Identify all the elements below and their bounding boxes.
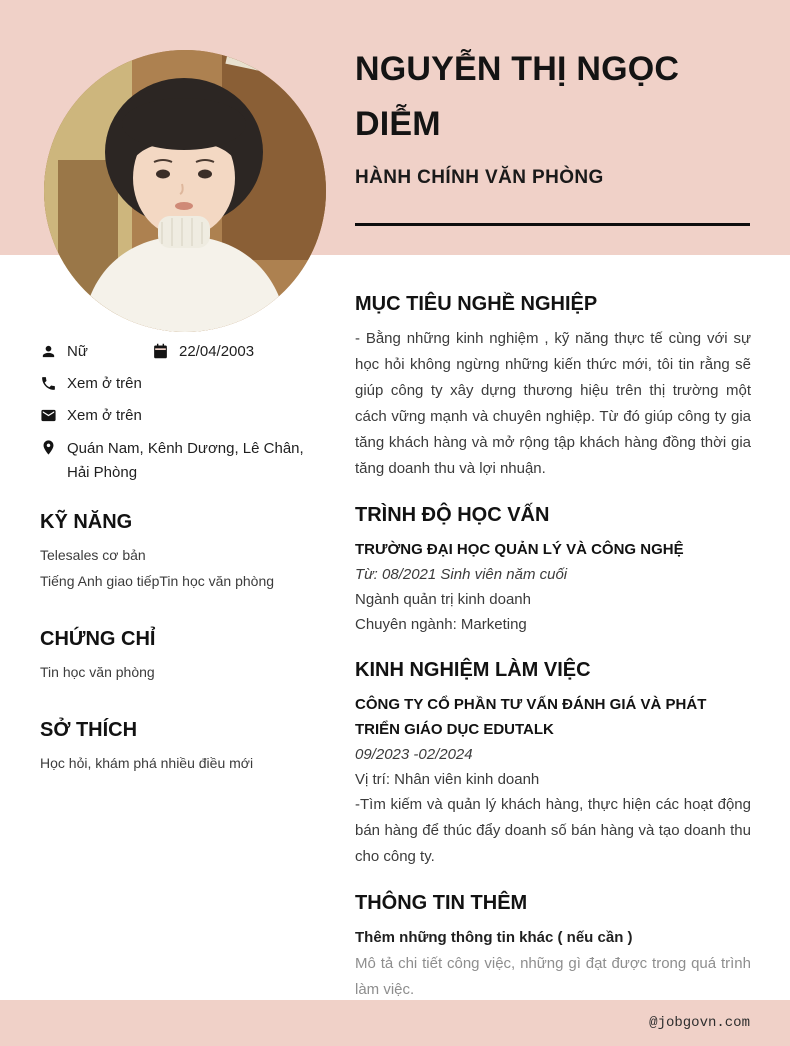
section-additional [355,889,751,1003]
calendar-icon [152,343,169,360]
email-icon [40,407,57,424]
objective-heading: MỤC TIÊU NGHỀ NGHIỆP [355,293,598,315]
email-value: Xem ở trên [67,407,142,424]
profile-photo [44,50,326,332]
sidebar [40,341,326,776]
sidebar-heading-skills: KỸ NĂNG [40,511,133,533]
objective-text: - Bằng những kinh nghiệm , kỹ năng thực tế cùng với sự học hỏi không ngừng những kiến thức mới, tôi tin rằng sẽ giúp công ty xây dựng thương hiệu trên thị trường một cách vững mạnh và chuyên nghiệp. Từ đó giúp công ty gia tăng khách hàng và mở rộng tập khách hàng đồng thời gia tăng doanh thu và lợi nhuận. [355,330,751,477]
job-title: HÀNH CHÍNH VĂN PHÒNG [355,167,604,188]
gender-field [40,341,152,362]
certificate-item: Tin học văn phòng [40,664,155,680]
hobby-item: Học hỏi, khám phá nhiều điều mới [40,755,254,771]
info-row-address [40,437,326,485]
phone-icon [40,375,57,392]
dob-value: 22/04/2003 [179,343,255,360]
address-value: Quán Nam, Kênh Dương, Lê Chân, Hải Phòng [67,440,304,481]
education-heading: TRÌNH ĐỘ HỌC VẤN [355,504,550,526]
education-specialization: Chuyên ngành: Marketing [355,616,527,633]
sidebar-heading-hobbies: SỞ THÍCH [40,719,138,741]
info-row-gender-dob [40,341,326,362]
info-row-phone [40,373,326,394]
header-divider [355,223,750,226]
person-icon [40,343,57,360]
gender-value: Nữ [67,343,88,360]
experience-heading: KINH NGHIỆM LÀM VIỆC [355,659,591,681]
address-field [40,437,323,485]
education-major: Ngành quản trị kinh doanh [355,591,531,608]
education-period: Từ: 08/2021 Sinh viên năm cuối [355,566,568,583]
skills-list [40,542,326,594]
main-content [355,290,751,1022]
info-row-email [40,405,326,426]
additional-note: Thêm những thông tin khác ( nếu cần ) [355,929,633,946]
additional-placeholder: Mô tả chi tiết công việc, những gì đạt được trong quá trình làm việc. [355,955,751,998]
footer-watermark-bar [0,1000,790,1046]
skill-item: Telesales cơ bản [40,547,146,563]
experience-period: 09/2023 -02/2024 [355,746,473,763]
experience-description: -Tìm kiếm và quản lý khách hàng, thực hiện các hoạt động bán hàng để thúc đẩy doanh số bán hàng và tạo doanh thu cho công ty. [355,796,751,865]
skill-item: Tiếng Anh giao tiếpTin học văn phòng [40,573,275,589]
education-school: TRƯỜNG ĐẠI HỌC QUẢN LÝ VÀ CÔNG NGHỆ [355,541,684,558]
location-pin-icon [40,439,57,456]
phone-field [40,373,142,394]
candidate-name: NGUYỄN THỊ NGỌC DIỄM [355,50,680,143]
phone-value: Xem ở trên [67,375,142,392]
section-objective [355,290,751,482]
section-education [355,501,751,637]
email-field [40,405,142,426]
additional-heading: THÔNG TIN THÊM [355,892,528,914]
hobbies-list [40,750,326,776]
certificates-list [40,659,326,685]
profile-photo-illustration [44,50,326,332]
experience-company: CÔNG TY CỔ PHẦN TƯ VẤN ĐÁNH GIÁ VÀ PHÁT TRIỂN GIÁO DỤC EDUTALK [355,696,707,738]
sidebar-heading-certificates: CHỨNG CHỈ [40,628,156,650]
section-experience [355,656,751,870]
experience-position: Vị trí: Nhân viên kinh doanh [355,771,540,788]
dob-field [152,341,254,362]
watermark-text: @jobgovn.com [649,1015,750,1031]
